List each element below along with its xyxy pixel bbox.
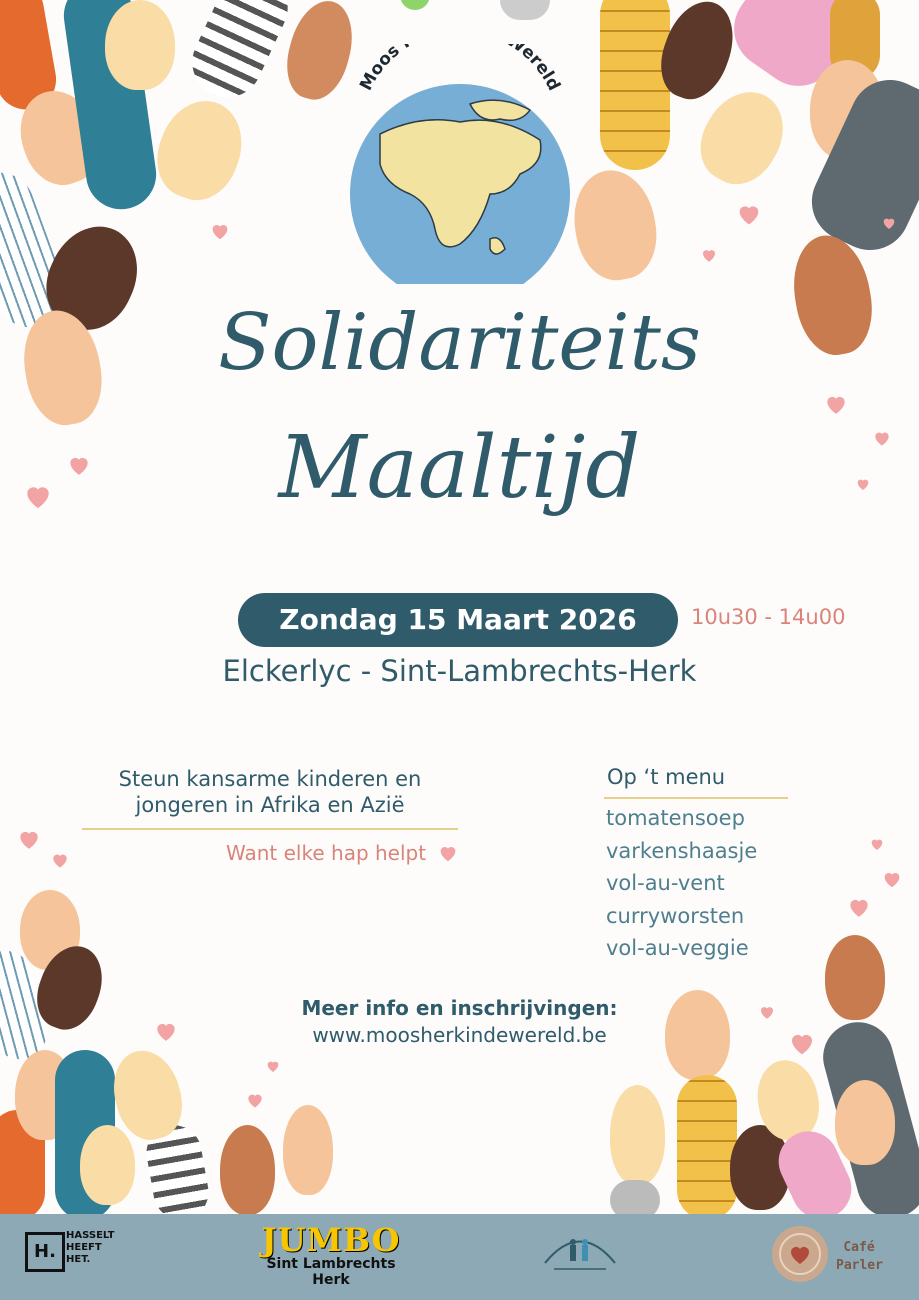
globe-logo: [340, 44, 580, 284]
heart-icon: [700, 246, 718, 264]
tent-icon: [540, 1225, 620, 1275]
menu-divider: [604, 797, 788, 799]
cause-tagline: [226, 841, 460, 865]
heart-icon: [436, 842, 460, 864]
menu-item: tomatensoep: [606, 806, 745, 830]
date-badge: Zondag 15 Maart 2026: [238, 593, 678, 647]
hasselt-logo-text: HASSELT HEEFT HET.: [66, 1230, 115, 1265]
heart-icon: [16, 826, 42, 852]
title-line-1: Solidariteits: [218, 298, 701, 388]
heart-icon: [881, 215, 897, 231]
event-time: 10u30 - 14u00: [691, 605, 846, 629]
event-venue: Elckerlyc - Sint-Lambrechts-Herk: [222, 654, 697, 688]
menu-title: Op ‘t menu: [607, 765, 726, 789]
heart-icon: [245, 1090, 265, 1110]
menu-item: vol-au-veggie: [606, 936, 749, 960]
heart-icon: [209, 220, 231, 242]
cause-tagline-text: Want elke hap helpt: [226, 841, 427, 865]
jumbo-logo: JUMBO: [261, 1221, 401, 1259]
heart-icon: [846, 894, 872, 920]
heart-icon: [869, 836, 885, 852]
globe-icon: [340, 44, 580, 284]
cafe-logo: [772, 1226, 828, 1282]
info-url[interactable]: www.moosherkindewereld.be: [312, 1023, 607, 1047]
logo-arc-text: Moos ereld: [356, 44, 564, 94]
cause-divider: [82, 828, 458, 830]
menu-item: vol-au-vent: [606, 871, 725, 895]
hasselt-logo: H.: [25, 1232, 65, 1272]
heart-icon: [881, 868, 903, 890]
menu-item: curryworsten: [606, 903, 745, 928]
cause-text: Steun kansarme kinderen en jongeren in Afrika en Azië: [118, 767, 422, 817]
menu-list: [606, 802, 757, 965]
info-heading: Meer info en inschrijvingen:: [301, 996, 618, 1020]
people-tent-logo: [540, 1225, 620, 1275]
cafe-logo-text: Café Parler: [836, 1240, 883, 1273]
heart-icon: [50, 850, 70, 870]
heart-icon: [265, 1058, 281, 1074]
menu-item: varkenshaasje: [606, 838, 758, 863]
title-line-2: Maaltijd: [278, 418, 641, 518]
jumbo-logo-subtitle: Sint Lambrechts Herk: [266, 1256, 396, 1288]
heart-icon: [823, 391, 849, 417]
heart-icon: [772, 1226, 828, 1282]
heart-icon: [735, 200, 763, 228]
